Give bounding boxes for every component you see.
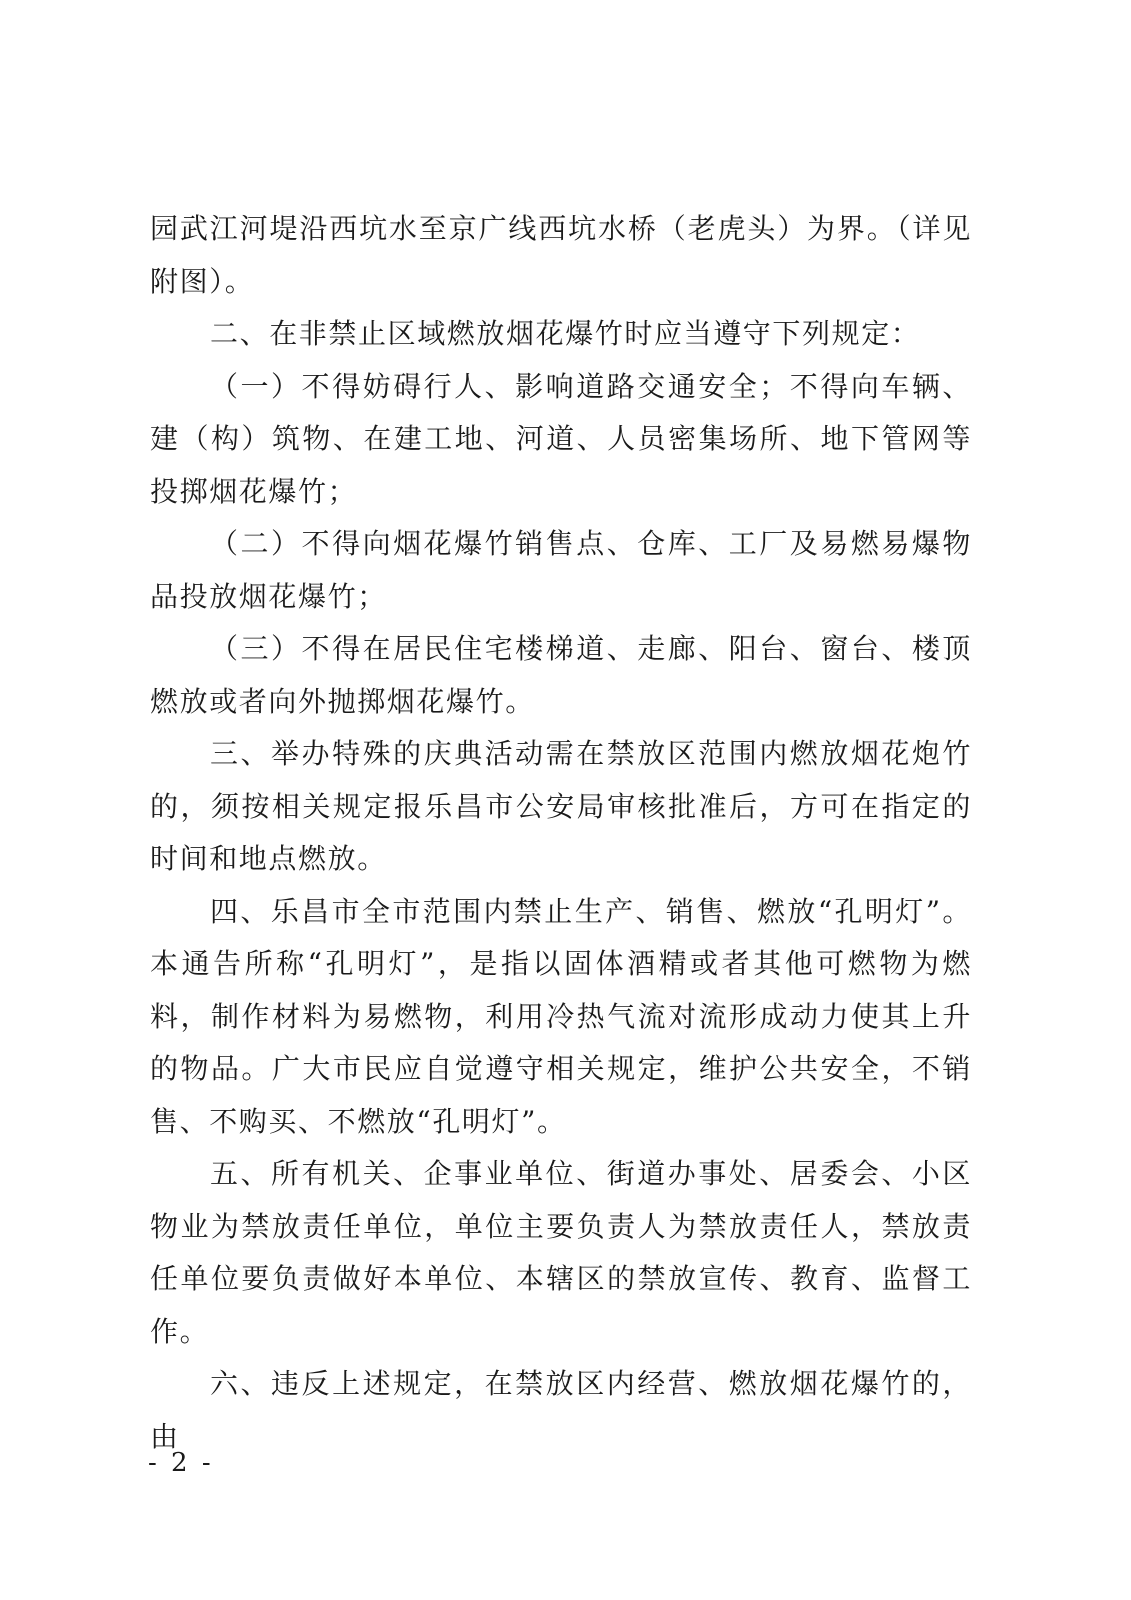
- document-body: [150, 203, 972, 1463]
- paragraph-item-2: （二）不得向烟花爆竹销售点、仓库、工厂及易燃易爆物品投放烟花爆竹；: [150, 527, 972, 613]
- paragraph-continuation: 园武江河堤沿西坑水至京广线西坑水桥（老虎头）为界。（详见附图）。: [150, 212, 972, 298]
- paragraph-section-2: 二、在非禁止区域燃放烟花爆竹时应当遵守下列规定：: [210, 317, 921, 350]
- paragraph-item-1: （一）不得妨碍行人、影响道路交通安全；不得向车辆、建（构）筑物、在建工地、河道、人员密集场所、地下管网等投掷烟花爆竹；: [150, 369, 972, 508]
- paragraph-section-3: 三、举办特殊的庆典活动需在禁放区范围内燃放烟花炮竹的，须按相关规定报乐昌市公安局审核批准后，方可在指定的时间和地点燃放。: [150, 737, 972, 875]
- paragraph-section-6: 六、违反上述规定，在禁放区内经营、燃放烟花爆竹的，由: [150, 1367, 972, 1453]
- page-number: - 2 -: [148, 1448, 214, 1478]
- paragraph-section-5: 五、所有机关、企事业单位、街道办事处、居委会、小区物业为禁放责任单位，单位主要负责人为禁放责任人，禁放责任单位要负责做好本单位、本辖区的禁放宣传、教育、监督工作。: [150, 1157, 972, 1348]
- paragraph-item-3: （三）不得在居民住宅楼梯道、走廊、阳台、窗台、楼顶燃放或者向外抛掷烟花爆竹。: [150, 632, 972, 718]
- paragraph-section-4: 四、乐昌市全市范围内禁止生产、销售、燃放“孔明灯”。本通告所称“孔明灯”，是指以固体酒精或者其他可燃物为燃料，制作材料为易燃物，利用冷热气流对流形成动力使其上升的物品。广大市民应自觉遵守相关规定，维护公共安全，不销售、不购买、不燃放“孔明灯”。: [150, 894, 972, 1138]
